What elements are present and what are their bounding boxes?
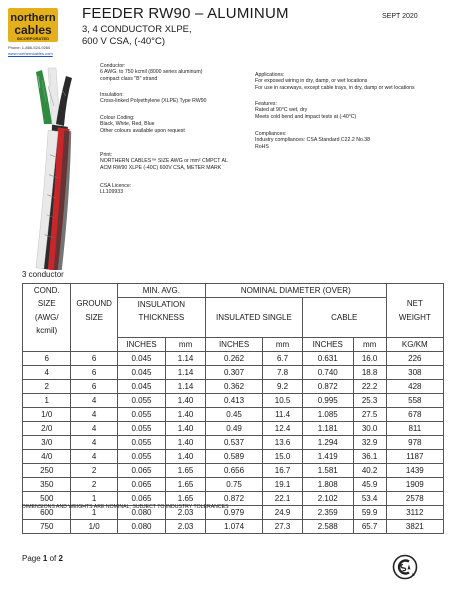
table-cell: 22.1: [263, 492, 303, 506]
table-cell: 1.419: [302, 450, 353, 464]
spec-line: Meets cold bend and impact tests at (-40°C): [255, 113, 357, 120]
spec-conductor: [100, 63, 250, 82]
table-cell: 11.4: [263, 408, 303, 422]
table-cell: 4: [71, 422, 117, 436]
table-cell: 6: [71, 352, 117, 366]
col-header-ins: INSULATION: [117, 298, 205, 312]
table-cell: 2.03: [166, 520, 206, 534]
table-cell: 0.055: [117, 436, 165, 450]
spec-print: [100, 152, 250, 171]
company-logo: [8, 8, 58, 42]
spec-label: Compliances:: [255, 131, 287, 137]
table-cell: 2.102: [302, 492, 353, 506]
table-row: [23, 380, 444, 394]
col-header-ground: [71, 324, 117, 338]
table-cell: 10.5: [263, 394, 303, 408]
spec-insulation: [100, 92, 250, 105]
table-cell: 2.359: [302, 506, 353, 520]
logo-text-line1: northern: [10, 12, 56, 24]
unit-cell: [71, 338, 117, 352]
table-cell: 1.65: [166, 478, 206, 492]
table-cell: 1.14: [166, 366, 206, 380]
table-cell: 36.1: [353, 450, 386, 464]
spec-label: Features:: [255, 101, 277, 107]
table-cell: 2578: [386, 492, 443, 506]
table-cell: 0.055: [117, 422, 165, 436]
table-cell: 600: [23, 506, 71, 520]
col-header-cond: (AWG/: [23, 311, 71, 324]
table-cell: 27.5: [353, 408, 386, 422]
table-cell: 6.7: [263, 352, 303, 366]
header-row: [23, 311, 444, 324]
table-cell: 1.294: [302, 436, 353, 450]
table-cell: 3821: [386, 520, 443, 534]
table-row: [23, 478, 444, 492]
table-row: [23, 464, 444, 478]
table-cell: 24.9: [263, 506, 303, 520]
table-cell: 0.995: [302, 394, 353, 408]
subtitle-line1: 3, 4 CONDUCTOR XLPE,: [82, 24, 192, 35]
table-cell: 0.45: [205, 408, 262, 422]
table-cell: 9.2: [263, 380, 303, 394]
table-cell: 4: [71, 450, 117, 464]
website-link[interactable]: www.northerncables.com: [8, 51, 53, 56]
table-cell: 0.656: [205, 464, 262, 478]
spec-line: For exposed wiring in dry, damp, or wet locations: [255, 78, 368, 85]
spec-line: Other colours available upon request: [100, 127, 185, 134]
spec-line: ACM RW90 XLPE (-40C) 600V CSA, METER MARK: [100, 164, 222, 171]
table-cell: 0.49: [205, 422, 262, 436]
table-cell: 811: [386, 422, 443, 436]
table-row: [23, 408, 444, 422]
units-row: [23, 338, 444, 352]
spec-line: LL109933: [100, 189, 124, 196]
table-row: [23, 422, 444, 436]
table-cell: 1/0: [23, 408, 71, 422]
table-cell: 0.75: [205, 478, 262, 492]
unit-cell: INCHES: [205, 338, 262, 352]
spec-label: Insulation:: [100, 92, 124, 98]
col-header-cond: kcmil): [23, 324, 71, 338]
table-cell: 350: [23, 478, 71, 492]
unit-cell: mm: [353, 338, 386, 352]
table-cell: 59.9: [353, 506, 386, 520]
cable-illustration: [26, 66, 92, 270]
col-header-ground: [71, 284, 117, 298]
table-cell: 0.307: [205, 366, 262, 380]
table-cell: 30.0: [353, 422, 386, 436]
table-cell: 4: [23, 366, 71, 380]
col-header-cable: [302, 298, 386, 312]
table-cell: 15.0: [263, 450, 303, 464]
table-cell: 2.03: [166, 506, 206, 520]
unit-cell: mm: [166, 338, 206, 352]
spec-label: Conductor:: [100, 63, 126, 69]
spec-line: Rated at 90°C wet, dry: [255, 107, 308, 114]
phone-number: Phone: 1-866-524-9260: [8, 45, 51, 50]
spec-label: Colour Coding:: [100, 115, 135, 121]
spec-label: CSA Licence:: [100, 183, 132, 189]
table-cell: 4: [71, 394, 117, 408]
table-row: [23, 450, 444, 464]
table-cell: 4: [71, 408, 117, 422]
table-cell: 12.4: [263, 422, 303, 436]
table-cell: 0.872: [205, 492, 262, 506]
unit-cell: mm: [263, 338, 303, 352]
subtitle-line2: 600 V CSA, (-40°C): [82, 36, 165, 47]
table-cell: 500: [23, 492, 71, 506]
table-cell: 0.362: [205, 380, 262, 394]
col-header-cable: [302, 324, 386, 338]
table-cell: 0.589: [205, 450, 262, 464]
col-header-ins-single: [205, 324, 302, 338]
table-cell: 19.1: [263, 478, 303, 492]
col-header-ins-single: INSULATED SINGLE: [205, 311, 302, 324]
table-cell: 53.4: [353, 492, 386, 506]
table-cell: 1.14: [166, 352, 206, 366]
spec-csa-licence: [100, 183, 250, 196]
table-cell: 0.740: [302, 366, 353, 380]
table-row: [23, 352, 444, 366]
page-subtitle: [82, 24, 192, 48]
table-cell: 0.080: [117, 520, 165, 534]
table-cell: 1.40: [166, 436, 206, 450]
header-row: [23, 298, 444, 312]
table-cell: 13.6: [263, 436, 303, 450]
table-cell: 678: [386, 408, 443, 422]
table-cell: 2.588: [302, 520, 353, 534]
col-header-net: [386, 324, 443, 338]
table-cell: 3/0: [23, 436, 71, 450]
table-cell: 0.055: [117, 450, 165, 464]
table-cell: 1439: [386, 464, 443, 478]
col-header-net: [386, 284, 443, 298]
table-cell: 4: [71, 436, 117, 450]
table-cell: 2/0: [23, 422, 71, 436]
col-header-cable: CABLE: [302, 311, 386, 324]
table-cell: 1.40: [166, 422, 206, 436]
spec-label: Applications:: [255, 72, 285, 78]
spec-line: 6 AWG. to 750 kcmil (8000 series aluminum): [100, 69, 203, 76]
table-cell: 32.9: [353, 436, 386, 450]
table-cell: 0.262: [205, 352, 262, 366]
table-cell: 750: [23, 520, 71, 534]
table-cell: 40.2: [353, 464, 386, 478]
table-cell: 1: [71, 492, 117, 506]
table-cell: 22.2: [353, 380, 386, 394]
dimensions-table: [22, 283, 444, 534]
spec-line: For use in raceways, except cable trays, in dry, damp or wet locations: [255, 84, 415, 91]
table-cell: 2: [71, 478, 117, 492]
table-cell: 0.055: [117, 408, 165, 422]
col-header-net: WEIGHT: [386, 311, 443, 324]
csa-certification-icon: [392, 554, 418, 580]
table-cell: 1.14: [166, 380, 206, 394]
table-cell: 1.074: [205, 520, 262, 534]
spec-compliances: [255, 131, 455, 150]
table-cell: 3112: [386, 506, 443, 520]
table-cell: 978: [386, 436, 443, 450]
table-cell: 0.045: [117, 380, 165, 394]
table-cell: 0.631: [302, 352, 353, 366]
logo-tagline: INCORPORATED: [16, 36, 50, 41]
spec-line: compact class "B" strand: [100, 75, 158, 82]
table-cell: 0.413: [205, 394, 262, 408]
col-header-cond: SIZE: [23, 298, 71, 312]
page-title: FEEDER RW90 – ALUMINUM: [82, 5, 289, 22]
footnote: DIMENSIONS AND WEIGHTS ARE NOMINAL; SUBJECT TO INDUSTRY TOLERANCES: [22, 504, 229, 510]
table-cell: 1.808: [302, 478, 353, 492]
table-cell: 7.8: [263, 366, 303, 380]
table-cell: 27.3: [263, 520, 303, 534]
table-cell: 4/0: [23, 450, 71, 464]
table-cell: 0.055: [117, 394, 165, 408]
col-header-ins: THICKNESS: [117, 311, 205, 324]
table-cell: 1.085: [302, 408, 353, 422]
table-cell: 0.065: [117, 464, 165, 478]
header-row: [23, 324, 444, 338]
table-cell: 308: [386, 366, 443, 380]
logo-text-line2: cables: [14, 23, 52, 37]
table-cell: 0.979: [205, 506, 262, 520]
table-cell: 18.8: [353, 366, 386, 380]
table-cell: 428: [386, 380, 443, 394]
table-cell: 6: [23, 352, 71, 366]
table-cell: 1.40: [166, 408, 206, 422]
table-row: [23, 436, 444, 450]
col-header-ins: MIN. AVG.: [117, 284, 205, 298]
table-cell: 1.40: [166, 450, 206, 464]
unit-cell: INCHES: [117, 338, 165, 352]
table-cell: 1: [71, 506, 117, 520]
table-cell: 558: [386, 394, 443, 408]
header-row: [23, 284, 444, 298]
table-cell: 0.065: [117, 492, 165, 506]
page-indicator: [22, 554, 63, 563]
table-cell: 0.045: [117, 352, 165, 366]
table-caption: 3 conductor: [22, 270, 64, 279]
page-current: 1: [42, 554, 48, 563]
col-header-ins-single: [205, 298, 302, 312]
table-cell: 2: [71, 464, 117, 478]
table-cell: 0.045: [117, 366, 165, 380]
unit-cell: KG/KM: [386, 338, 443, 352]
page-total: 2: [58, 554, 63, 563]
table-cell: 1909: [386, 478, 443, 492]
spec-applications: [255, 72, 455, 91]
col-header-net: NET: [386, 298, 443, 312]
table-cell: 65.7: [353, 520, 386, 534]
spec-features: [255, 101, 455, 120]
table-cell: 2: [23, 380, 71, 394]
table-cell: 1/0: [71, 520, 117, 534]
table-cell: 6: [71, 380, 117, 394]
table-cell: 45.9: [353, 478, 386, 492]
table-cell: 1.40: [166, 394, 206, 408]
col-header-ground: GROUND: [71, 298, 117, 312]
unit-cell: [23, 338, 71, 352]
table-cell: 1: [23, 394, 71, 408]
spec-line: NORTHERN CABLES™ SIZE AWG or mm² CMPCT AL: [100, 158, 228, 165]
spec-line: Black, White, Red, Blue: [100, 121, 155, 128]
table-row: [23, 366, 444, 380]
table-row: [23, 394, 444, 408]
spec-line: RoHS: [255, 143, 269, 150]
spec-colour-coding: [100, 115, 250, 134]
table-cell: 250: [23, 464, 71, 478]
col-header-ins: [117, 324, 205, 338]
table-cell: 16.7: [263, 464, 303, 478]
col-header-ground: SIZE: [71, 311, 117, 324]
table-cell: 0.080: [117, 506, 165, 520]
table-cell: 1.181: [302, 422, 353, 436]
document-date: SEPT 2020: [382, 13, 418, 20]
spec-line: Cross-linked Polyethylene (XLPE) Type RW90: [100, 98, 207, 105]
page-prefix: Page: [22, 554, 43, 563]
table-cell: 1187: [386, 450, 443, 464]
table-cell: 1.65: [166, 492, 206, 506]
table-cell: 0.065: [117, 478, 165, 492]
col-header-nominal: NOMINAL DIAMETER (OVER): [205, 284, 386, 298]
table-cell: 6: [71, 366, 117, 380]
table-row: [23, 520, 444, 534]
table-cell: 25.3: [353, 394, 386, 408]
table-cell: 16.0: [353, 352, 386, 366]
spec-label: Print:: [100, 152, 113, 158]
table-cell: 1.65: [166, 464, 206, 478]
table-cell: 226: [386, 352, 443, 366]
unit-cell: INCHES: [302, 338, 353, 352]
col-header-cond: COND.: [23, 284, 71, 298]
page-mid: of: [47, 554, 59, 563]
table-cell: 1.581: [302, 464, 353, 478]
table-cell: 0.537: [205, 436, 262, 450]
table-cell: 0.872: [302, 380, 353, 394]
spec-line: Industry compliances: CSA Standard C22.2 No.38: [255, 137, 371, 144]
